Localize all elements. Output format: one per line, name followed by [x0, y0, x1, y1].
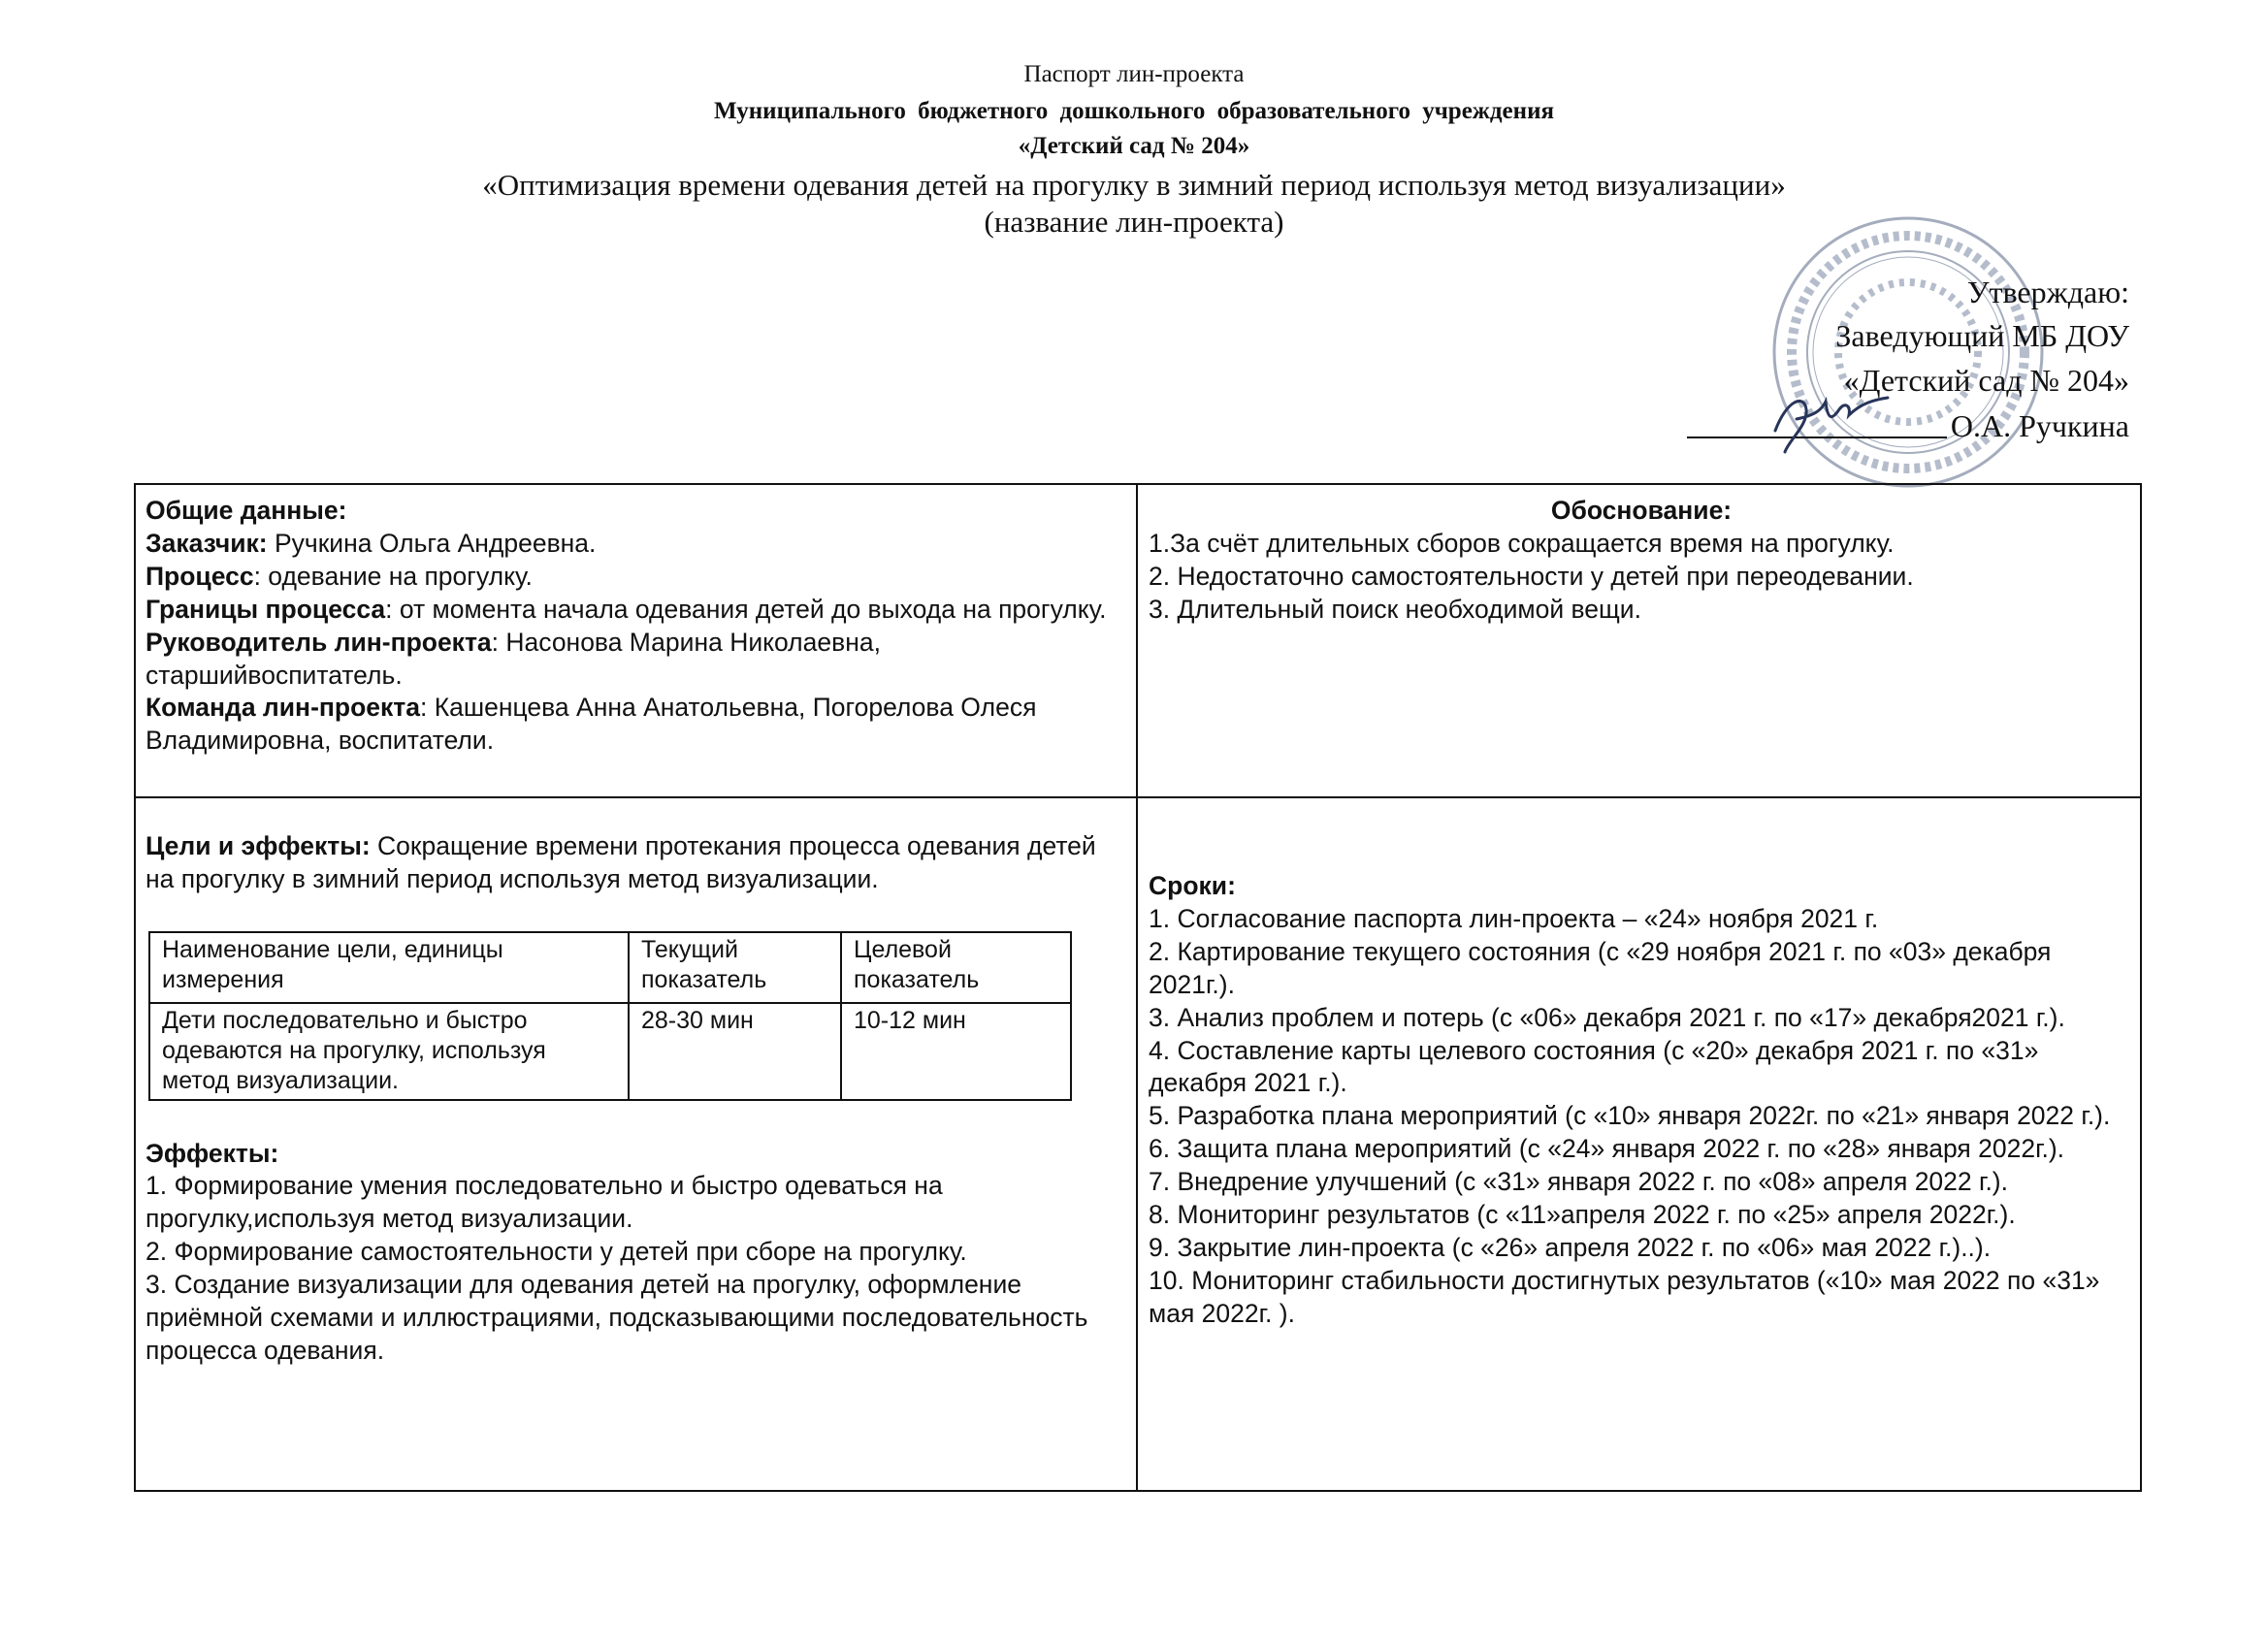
terms-cell [1149, 870, 2136, 1331]
handwritten-signature-icon [1767, 380, 1894, 458]
organization-name: «Детский сад № 204» [1018, 133, 1250, 159]
reasoning-item: 2. Недостаточно самостоятельности у детей при переодевании. [1149, 561, 1914, 591]
passport-table [134, 483, 2142, 1492]
effects-block [146, 1138, 1127, 1368]
metric-current: 28-30 мин [629, 1003, 841, 1100]
term-item: 10. Мониторинг стабильности достигнутых результатов («10» мая 2022 по «31» мая 2022г. ). [1149, 1265, 2100, 1328]
approval-signature-row [1687, 405, 2129, 444]
reasoning-heading: Обоснование: [1550, 496, 1733, 525]
effect-item: 2. Формирование самостоятельности у детей при сборе на прогулку. [146, 1237, 967, 1267]
effect-item: 1. Формирование умения последовательно и быстро одеваться на прогулку,используя метод визуализации. [146, 1171, 943, 1234]
metrics-header-target: Целевой показатель [841, 932, 1071, 1003]
term-item: 3. Анализ проблем и потерь (с «06» декабря 2021 г. по «17» декабря2021 г.). [1149, 1002, 2065, 1032]
document-label: Паспорт лин-проекта [1023, 61, 1245, 87]
team-row: Команда лин-проекта: Кашенцева Анна Анатольевна, Погорелова Олеся Владимировна, воспитатели. [146, 693, 1037, 756]
term-item: 1. Согласование паспорта лин-проекта – «24» ноября 2021 г. [1149, 903, 1879, 933]
approval-position: Заведующий МБ ДОУ [1835, 318, 2129, 353]
reasoning-cell [1149, 495, 2134, 627]
reasoning-item: 1.За счёт длительных сборов сокращается время на прогулку. [1149, 528, 1895, 558]
approval-signer: О.А. Ручкина [1950, 408, 2129, 443]
terms-heading: Сроки: [1149, 871, 1236, 900]
reasoning-item: 3. Длительный поиск необходимой вещи. [1149, 594, 1641, 624]
project-title: «Оптимизация времени одевания детей на прогулку в зимний период используя метод визуализации» [482, 168, 1786, 202]
term-item: 2. Картирование текущего состояния (с «29 ноября 2021 г. по «03» декабря 2021г.). [1149, 936, 2052, 999]
table-row [149, 1003, 1071, 1100]
goals-cell [146, 830, 1127, 1368]
organization-line: Муниципального бюджетного дошкольного образовательного учреждения [714, 98, 1554, 124]
metrics-header-row [149, 932, 1071, 1003]
title-caption: (название лин-проекта) [984, 205, 1284, 239]
process-row: Процесс: одевание на прогулку. [146, 561, 533, 591]
metric-target: 10-12 мин [841, 1003, 1071, 1100]
bounds-row: Границы процесса: от момента начала одевания детей до выхода на прогулку. [146, 594, 1107, 624]
effects-heading: Эффекты: [146, 1138, 279, 1168]
metrics-table [148, 931, 1072, 1101]
general-heading: Общие данные: [146, 496, 347, 525]
term-item: 6. Защита плана мероприятий (с «24» января 2022 г. по «28» января 2022г.). [1149, 1134, 2065, 1164]
term-item: 9. Закрытие лин-проекта (с «26» апреля 2022 г. по «06» мая 2022 г.)..). [1149, 1232, 1992, 1262]
general-data-cell [146, 495, 1127, 758]
term-item: 5. Разработка плана мероприятий (с «10» января 2022г. по «21» января 2022 г.). [1149, 1101, 2111, 1131]
metrics-header-name: Наименование цели, единицы измерения [149, 932, 629, 1003]
term-item: 8. Мониторинг результатов (с «11»апреля 2022 г. по «25» апреля 2022г.). [1149, 1200, 2016, 1230]
metric-name: Дети последовательно и быстро одеваются на прогулку, используя метод визуализации. [149, 1003, 629, 1100]
approval-heading: Утверждаю: [1966, 275, 2129, 309]
approval-organization: «Детский сад № 204» [1843, 363, 2129, 398]
term-item: 4. Составление карты целевого состояния (с «20» декабря 2021 г. по «31» декабря 2021 г.). [1149, 1035, 2039, 1098]
effect-item: 3. Создание визуализации для одевания детей на прогулку, оформление приёмной схемами и иллюстрациями, подсказывающими последовательность процесса одевания. [146, 1270, 1088, 1365]
metrics-header-current: Текущий показатель [629, 932, 841, 1003]
term-item: 7. Внедрение улучшений (с «31» января 2022 г. по «08» апреля 2022 г.). [1149, 1167, 2008, 1197]
goals-text: Цели и эффекты: Сокращение времени протекания процесса одевания детей на прогулку в зимний период используя метод визуализации. [146, 831, 1096, 893]
customer-row: Заказчик: Ручкина Ольга Андреевна. [146, 528, 597, 558]
leader-row: Руководитель лин-проекта: Насонова Марина Николаевна, старшийвоспитатель. [146, 627, 881, 690]
